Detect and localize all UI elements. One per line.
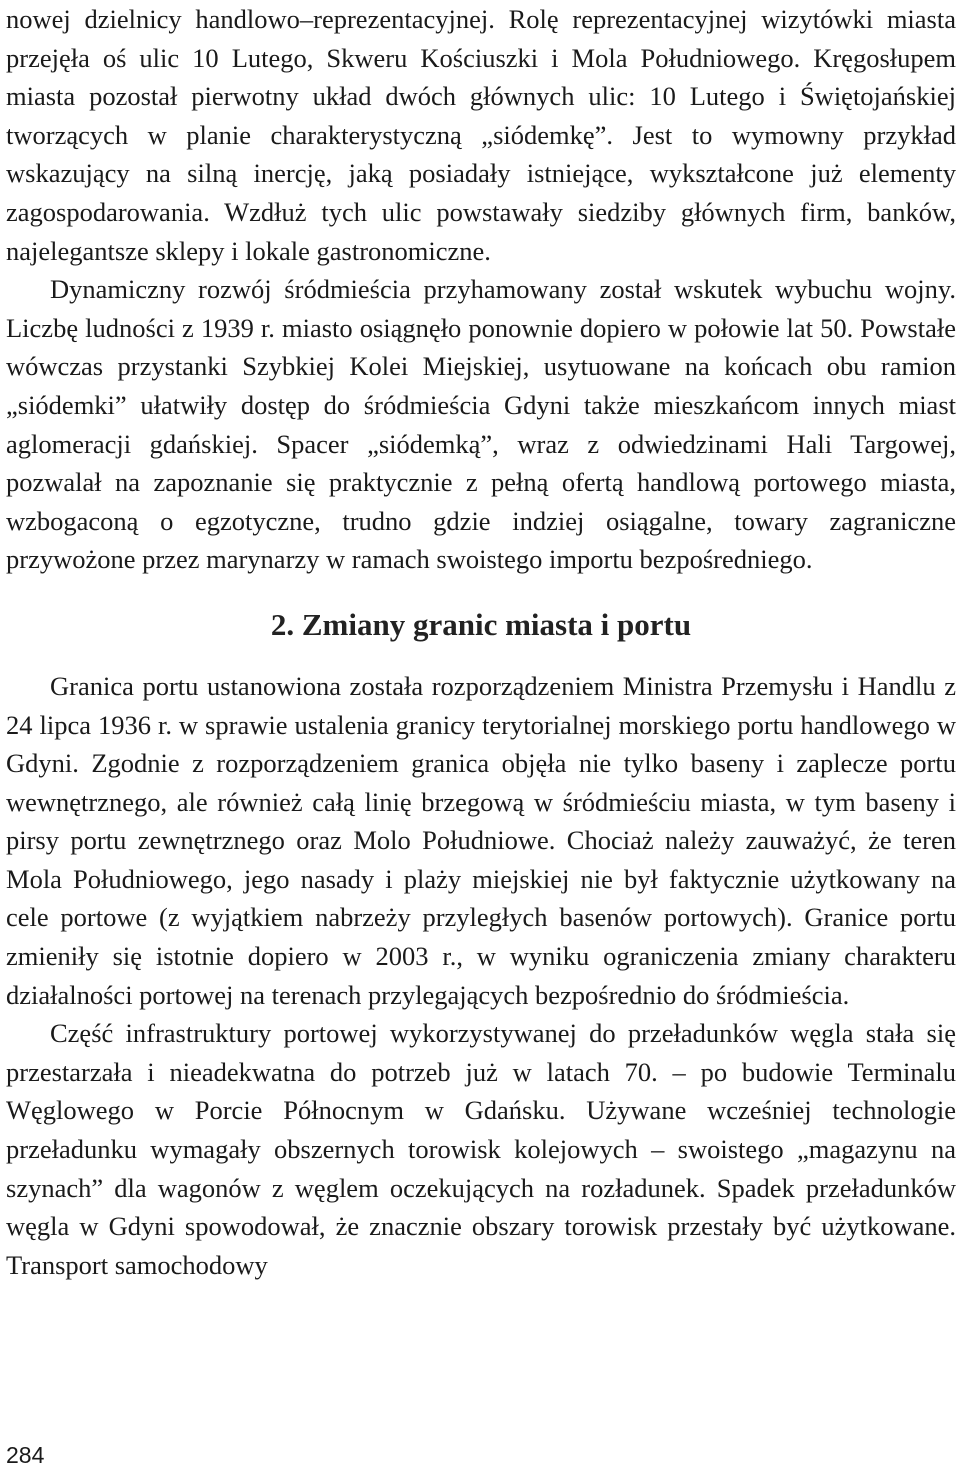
paragraph-war-development: Dynamiczny rozwój śródmieścia przyhamowany został wskutek wybuchu wojny. Liczbę ludności z 1939 r. miasto osiągnęło ponownie dopiero w połowie lat 50. Powstałe wówczas przystanki Szybkiej Kolei Miejskiej, usytuowane na końcach obu ramion „siódemki” ułatwiły dostęp do śródmieścia Gdyni także mieszkańcom innych miast aglomeracji gdańskiej. Spacer „siódemką”, wraz z odwiedzinami Hali Targowej, pozwalał na zapoznanie się praktycznie z pełną ofertą handlową portowego miasta, wzbogaconą o egzotyczne, trudno gdzie indziej osiągalne, towary zagraniczne przywożone przez marynarzy w ramach swoistego importu bezpośredniego. xyxy=(6,274,956,575)
page-number: 284 xyxy=(6,1442,45,1468)
paragraph-continuation: nowej dzielnicy handlowo–reprezentacyjnej. Rolę reprezentacyjnej wizytówki miasta przejęła oś ulic 10 Lutego, Skweru Kościuszki i Mola Południowego. Kręgosłupem miasta pozostał pierwotny układ dwóch głównych ulic: 10 Lutego i Świętojańskiej tworzących w planie charakterystyczną „siódemkę”. Jest to wymowny przykład wskazujący na silną inercję, jaką posiadały istniejące, wykształcone już elementy zagospodarowania. Wzdłuż tych ulic powstawały siedziby głównych firm, banków, najelegantsze sklepy i lokale gastronomiczne. xyxy=(6,4,956,266)
paragraph-port-border: Granica portu ustanowiona została rozporządzeniem Ministra Przemysłu i Handlu z 24 lipca 1936 r. w sprawie ustalenia granicy terytorialnej morskiego portu handlowego w Gdyni. Zgodnie z rozporządzeniem granica objęła nie tylko baseny i zaplecze portu wewnętrznego, ale również całą linię brzegową w śródmieściu miasta, w tym baseny i pirsy portu zewnętrznego oraz Molo Południowe. Chociaż należy zauważyć, że teren Mola Południowego, jego nasady i plaży miejskiej nie był faktycznie użytkowany na cele portowe (z wyjątkiem nabrzeży przyległych basenów portowych). Granice portu zmieniły się istotnie dopiero w 2003 r., w wyniku ograniczenia zmiany charakteru działalności portowej na terenach przylegających bezpośrednio do śródmieścia. xyxy=(6,670,956,1010)
document-page xyxy=(6,0,956,1284)
section-heading: 2. Zmiany granic miasta i portu xyxy=(270,606,692,642)
paragraph-coal-infrastructure: Część infrastruktury portowej wykorzystywanej do przeładunków węgla stała się przestarzała i nieadekwatna do potrzeb już w latach 70. – po budowie Terminalu Węglowego w Porcie Północnym w Gdańsku. Używane wcześniej technologie przeładunku wymagały obszernych torowisk kolejowych – swoistego „magazynu na szynach” dla wagonów z węglem oczekujących na rozładunek. Spadek przeładunków węgla w Gdyni spowodował, że znacznie obszary torowisk przestały być użytkowane. Transport samochodowy xyxy=(6,1018,956,1280)
